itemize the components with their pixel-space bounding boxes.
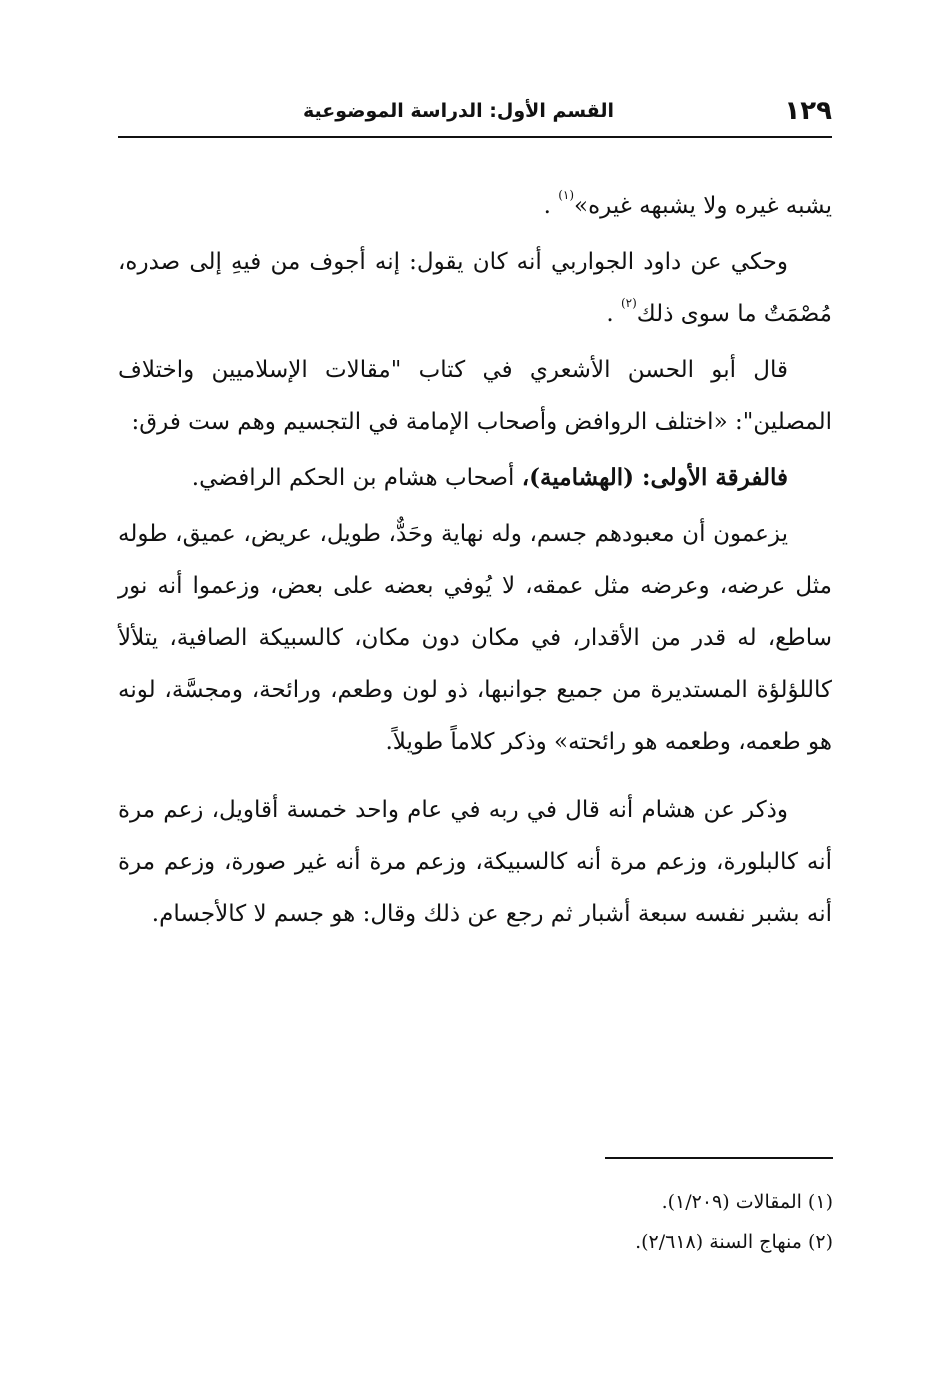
paragraph-end: . <box>606 301 614 327</box>
paragraph: قال أبو الحسن الأشعري في كتاب "مقالات الإسلاميين واختلاف المصلين": «اختلف الروافض وأصحاب الإمامة في التجسيم وهم ست فرق: <box>118 357 832 435</box>
page-header <box>118 92 832 138</box>
running-title: القسم الأول: الدراسة الموضوعية <box>302 100 614 122</box>
footnote: (٢) منهاج السنة (٢/٦١٨). <box>635 1231 833 1253</box>
page-number: ١٢٩ <box>784 96 832 126</box>
footnote-marker: (٢) <box>620 296 637 310</box>
footnote-marker: (١) <box>558 188 575 202</box>
footnotes <box>119 1182 833 1262</box>
paragraph: وذكر عن هشام أنه قال في ربه في عام واحد خمسة أقاويل، زعم مرة أنه كالبلورة، وزعم مرة أنه كالسبيكة، وزعم مرة أنه غير صورة، وزعم مرة أنه بشبر نفسه سبعة أشبار ثم رجع عن ذلك وقال: هو جسم لا كالأجسام. <box>118 797 832 927</box>
paragraph <box>118 180 832 232</box>
main-text <box>118 180 832 944</box>
paragraph-text: يشبه غيره ولا يشبهه غيره» <box>574 193 832 219</box>
paragraph: يزعمون أن معبودهم جسم، وله نهاية وحَدٌّ، طويل، عريض، عميق، طوله مثل عرضه، وعرضه مثل عمقه، لا يُوفي بعضه على بعض، وزعموا أنه نور ساطع، له قدر من الأقدار، في مكان دون مكان، كالسبيكة الصافية، يتلألأ كاللؤلؤة المستديرة من جميع جوانبها، ذو لون وطعم، ورائحة، ومجسَّة، لونه هو طعمه، وطعمه هو رائحته» وذكر كلاماً طويلاً. <box>118 521 832 755</box>
footnote: (١) المقالات (١/٢٠٩). <box>661 1191 833 1213</box>
paragraph-text: أصحاب هشام بن الحكم الرافضي. <box>191 465 522 491</box>
footnote-divider <box>605 1157 833 1159</box>
paragraph-end: . <box>543 193 551 219</box>
paragraph <box>118 452 832 504</box>
paragraph <box>118 236 832 340</box>
paragraph-text: وحكي عن داود الجواربي أنه كان يقول: إنه أجوف من فيهِ إلى صدره، مُصْمَتٌ ما سوى ذلك <box>118 249 832 327</box>
sect-heading: فالفرقة الأولى: (الهشامية)، <box>521 464 788 491</box>
